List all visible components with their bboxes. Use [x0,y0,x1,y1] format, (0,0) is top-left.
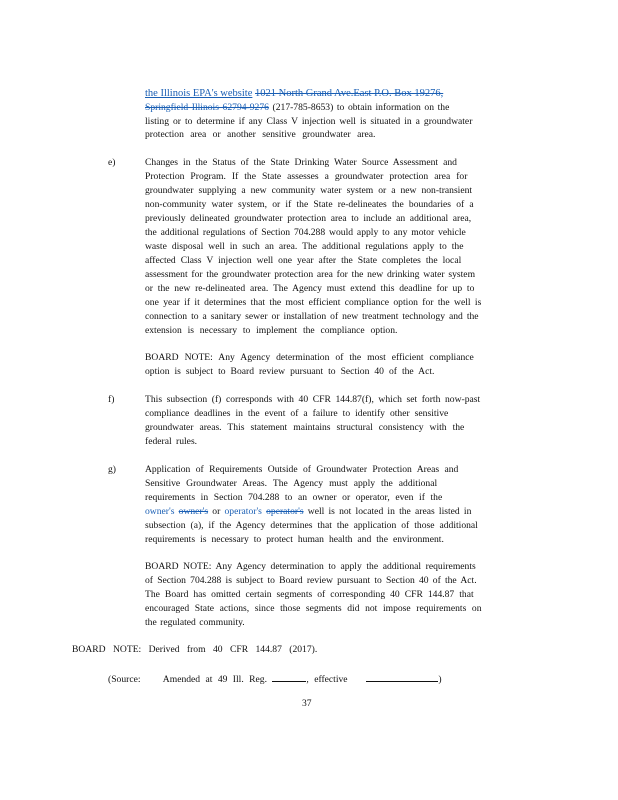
source-effective: , effective [306,674,348,685]
or-word: or [212,506,221,517]
e-line-10: or the new re-delineated area. The Agency must extend this deadline for up to [145,283,475,294]
g-board-note-4: encouraged State actions, since those segments did not impose requirements on [145,603,482,614]
deleted-owners: owner's [178,506,209,517]
f-line-1: This subsection (f) corresponds with 40 CFR 144.87(f), which set forth now-past [145,394,481,405]
e-line-13: extension is necessary to implement the compliance option. [145,325,398,336]
struck-address-1: 1021 North Grand Ave.East P.O. Box 19276, [255,88,444,99]
g-board-note-3: The Board has omitted certain segments of corresponding 40 CFR 144.87 that [145,589,474,600]
ill-reg-blank [272,672,306,682]
e-line-1: Changes in the Status of the State Drinking Water Source Assessment and [145,157,457,168]
inserted-owners: owner's [145,506,175,517]
g-board-note-1: BOARD NOTE: Any Agency determination to apply the additional requirements [145,561,476,572]
g-line-2: Sensitive Groundwater Areas. The Agency must apply the additional [145,478,438,489]
e-board-note-2: option is subject to Board review pursuant to Section 40 of the Act. [145,366,435,377]
f-line-2: compliance deadlines in the event of a failure to identify other sensitive [145,408,449,419]
e-line-12: connection to a sanitary sewer or installation of new treatment technology and the [145,311,479,322]
g-board-note-2: of Section 704.288 is subject to Board review pursuant to Section 40 of the Act. [145,575,477,586]
source-close: ) [438,674,442,685]
e-line-5: previously delineated groundwater protection area to include an additional area, [145,213,472,224]
intro-line-2 [145,102,449,114]
g-line-4 [145,506,471,518]
intro-line-3: listing or to determine if any Class V injection well is situated in a groundwater [145,116,473,127]
f-line-4: federal rules. [145,436,198,447]
source-amended: Amended at 49 Ill. Reg. [162,674,267,685]
inserted-operators: operator's [224,506,262,517]
illinois-epa-website-link[interactable]: the Illinois EPA's website [145,88,253,99]
phone-and-rest: (217-785-8653) to obtain information on the [272,102,450,113]
e-board-note-1: BOARD NOTE: Any Agency determination of the most efficient compliance [145,352,474,363]
e-line-2: Protection Program. If the State assesses a groundwater protection area for [145,171,468,182]
g-line-6: requirements is necessary to protect human health and the environment. [145,534,444,545]
e-line-4: non-community water system, or if the State re-delineates the boundaries of a [145,199,474,210]
e-line-11: one year if it determines that the most efficient compliance option for the well is [145,297,482,308]
struck-address-2: Springfield Illinois 62794-9276 [145,102,269,113]
e-line-8: affected Class V injection well one year after the State completes the local [145,255,462,266]
e-line-7: waste disposal well in such an area. The additional regulations apply to the [145,241,464,252]
g-board-note-5: the regulated community. [145,617,245,628]
effective-date-blank [366,672,438,682]
deleted-operators: operator's [266,506,304,517]
e-line-9: assessment for the groundwater protection area for the new drinking water system [145,269,476,280]
g-line-3: requirements in Section 704.288 to an owner or operator, even if the [145,492,443,503]
f-line-3: groundwater areas. This statement maintains structural consistency with the [145,422,465,433]
subsection-g-label: g) [108,464,116,475]
intro-line-1 [145,88,443,100]
e-line-3: groundwater supplying a new community water system or a new non-transient [145,185,473,196]
g-line-5: subsection (a), if the Agency determines that the application of those additional [145,520,478,531]
board-note-derived: BOARD NOTE: Derived from 40 CFR 144.87 (2017). [72,644,318,655]
page-number: 37 [302,698,312,709]
g-line-4-rest: well is not located in the areas listed in [307,506,472,517]
subsection-f-label: f) [108,394,115,405]
e-line-6: the additional regulations of Section 704.288 would apply to any motor vehicle [145,227,466,238]
subsection-e-label: e) [108,157,116,168]
source-line [108,672,442,686]
intro-line-4: protection area or another sensitive groundwater area. [145,129,376,140]
g-line-1: Application of Requirements Outside of Groundwater Protection Areas and [145,464,459,475]
source-prefix: (Source: [108,674,141,685]
